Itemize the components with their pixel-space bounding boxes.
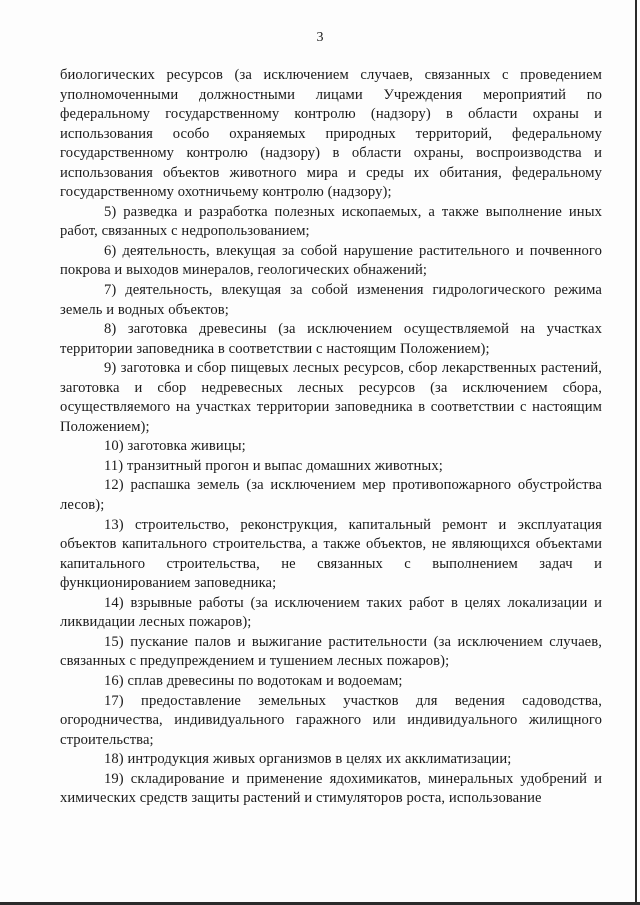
list-item-12: 12) распашка земель (за исключением мер противопожарного обустройства лесов); (60, 477, 602, 514)
scan-edge-right (635, 0, 637, 905)
document-body (60, 66, 602, 809)
list-item-6: 6) деятельность, влекущая за собой нарушение растительного и почвенного покрова и выходов минералов, геологических обнажений; (60, 242, 602, 279)
list-item-8: 8) заготовка древесины (за исключением осуществляемой на участках территории заповедника в соответствии с настоящим Положением); (60, 321, 602, 357)
list-item-19: 19) складирование и применение ядохимикатов, минеральных удобрений и химических средств защиты растений и стимуляторов роста, использование (60, 770, 602, 807)
list-item-11: 11) транзитный прогон и выпас домашних животных; (104, 457, 443, 474)
list-item-10: 10) заготовка живицы; (104, 438, 246, 455)
list-item-15: 15) пускание палов и выжигание растительности (за исключением случаев, связанных с предупреждением и тушением лесных пожаров); (60, 633, 602, 670)
paragraph-continuation: биологических ресурсов (за исключением случаев, связанных с проведением уполномоченными должностными лицами Учреждения мероприятий по федеральному государственному контролю (надзору) в области охраны и использования особо охраняемых природных территорий, федеральному государственному контролю (надзору) в области охраны, воспроизводства и использования объектов животного мира и среды их обитания, федеральному государственному охотничьему контролю (надзору); (60, 67, 602, 201)
list-item-16: 16) сплав древесины по водотокам и водоемам; (104, 672, 403, 689)
list-item-17: 17) предоставление земельных участков для ведения садоводства, огородничества, индивидуального гаражного или индивидуального жилищного строительства; (60, 692, 602, 748)
list-item-5: 5) разведка и разработка полезных ископаемых, а также выполнение иных работ, связанных с недропользованием; (60, 203, 602, 240)
list-item-18: 18) интродукция живых организмов в целях их акклиматизации; (104, 751, 512, 768)
list-item-13: 13) строительство, реконструкция, капитальный ремонт и эксплуатация объектов капитального строительства, а также объектов, не являющихся объектами капитального строительства, не связанных с выполнением задач и функционированием заповедника; (60, 516, 602, 592)
page-number: 3 (316, 30, 324, 45)
list-item-14: 14) взрывные работы (за исключением таких работ в целях локализации и ликвидации лесных пожаров); (60, 594, 602, 631)
list-item-9: 9) заготовка и сбор пищевых лесных ресурсов, сбор лекарственных растений, заготовка и сбор недревесных лесных ресурсов (за исключением сбора, осуществляемого на участках территории заповедника в соответствии с настоящим Положением); (60, 360, 602, 435)
list-item-7: 7) деятельность, влекущая за собой изменения гидрологического режима земель и водных объектов; (60, 282, 602, 318)
